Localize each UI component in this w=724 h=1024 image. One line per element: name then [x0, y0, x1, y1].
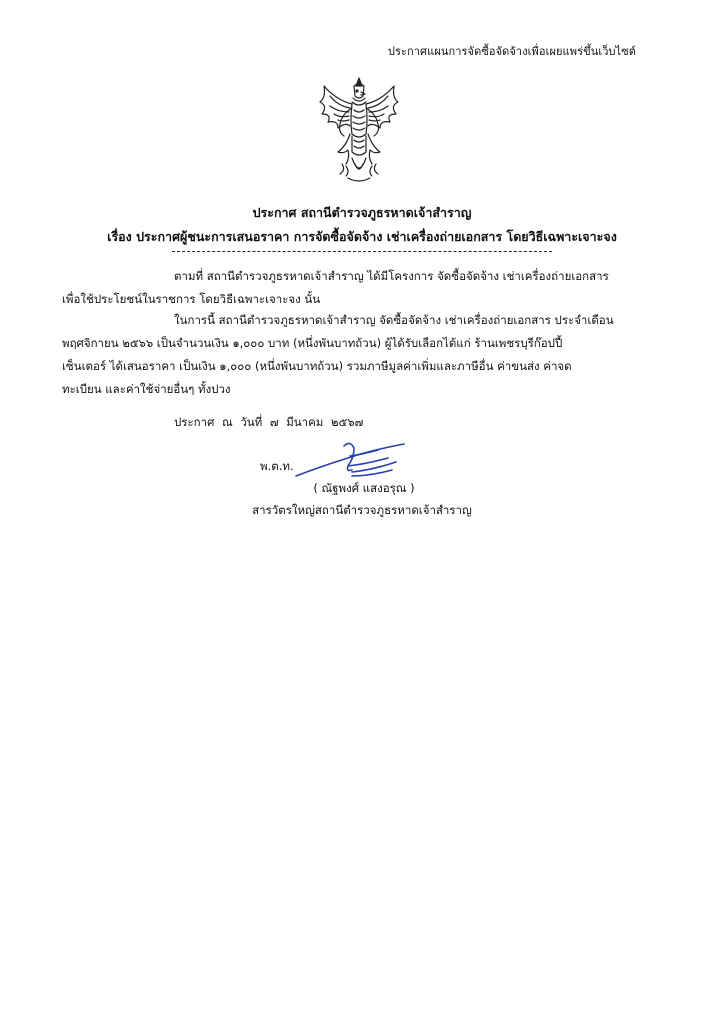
announcement-date: ประกาศ ณ วันที่ ๗ มีนาคม ๒๕๖๗ — [174, 415, 364, 429]
announcement-subject: เรื่อง ประกาศผู้ชนะการเสนอราคา การจัดซื้อจัดจ้าง เช่าเครื่องถ่ายเอกสาร โดยวิธีเฉพาะเจาะจง — [107, 229, 617, 244]
dashed-divider — [172, 251, 552, 252]
paragraph-2-line-2: พฤศจิกายน ๒๕๖๖ เป็นจำนวนเงิน ๑,๐๐๐ บาท (หนึ่งพันบาทถ้วน) ผู้ได้รับเลือกได้แก่ ร้านเพชรบุรีก๊อปปี้ — [62, 336, 563, 350]
paragraph-2-line-1: ในการนี้ สถานีตำรวจภูธรหาดเจ้าสำราญ จัดซื้อจัดจ้าง เช่าเครื่องถ่ายเอกสาร ประจำเดือน — [174, 313, 614, 327]
handwritten-signature — [292, 436, 412, 486]
paragraph-1-line-2: เพื่อใช้ประโยชน์ในราชการ โดยวิธีเฉพาะเจาะจง นั้น — [62, 292, 321, 306]
paragraph-2-line-3: เซ็นเตอร์ ได้เสนอราคา เป็นเงิน ๑,๐๐๐ (หนึ่งพันบาทถ้วน) รวมภาษีมูลค่าเพิ่มและภาษีอื่น ค่าขนส่ง ค่าจด — [62, 359, 572, 373]
signer-name: ( ณัฐพงศ์ แสงอรุณ ) — [313, 481, 415, 495]
announcement-title: ประกาศ สถานีตำรวจภูธรหาดเจ้าสำราญ — [252, 205, 472, 220]
garuda-emblem-icon — [302, 74, 416, 186]
header-note: ประกาศแผนการจัดซื้อจัดจ้างเพื่อเผยแพร่ขึ้นเว็บไซต์ — [387, 45, 636, 58]
paragraph-2-line-4: ทะเบียน และค่าใช้จ่ายอื่นๆ ทั้งปวง — [62, 382, 231, 396]
paragraph-1-line-1: ตามที่ สถานีตำรวจภูธรหาดเจ้าสำราญ ได้มีโครงการ จัดซื้อจัดจ้าง เช่าเครื่องถ่ายเอกสาร — [174, 269, 609, 283]
paragraph-2 — [62, 309, 666, 401]
signer-title: สารวัตรใหญ่สถานีตำรวจภูธรหาดเจ้าสำราญ — [252, 503, 472, 517]
paragraph-1 — [62, 265, 666, 311]
signer-rank: พ.ต.ท. — [260, 459, 294, 473]
